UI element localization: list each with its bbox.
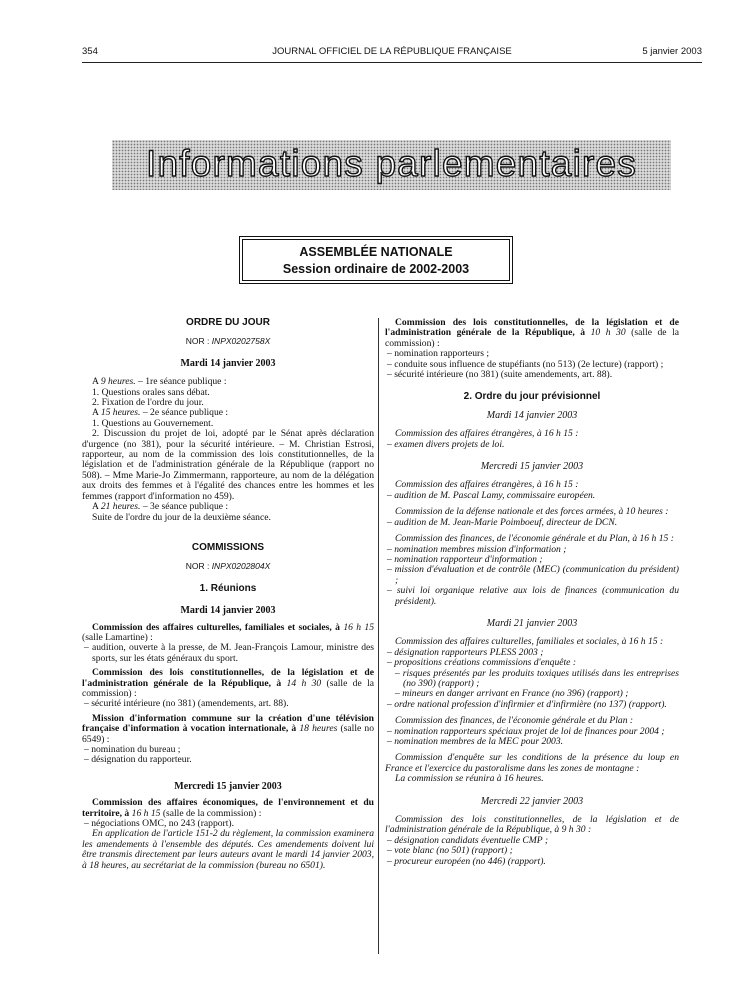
prev-item: – audition de M. Jean-Marie Poimboeuf, directeur de DCN. xyxy=(387,516,618,528)
seance-3-item: Suite de l'ordre du jour de la deuxième séance. xyxy=(92,511,271,523)
prev-date-1: Mardi 14 janvier 2003 xyxy=(486,409,578,421)
prev-subitem: – mineurs en danger arrivant en France (no 396) (rapport) ; xyxy=(395,688,629,700)
prev-date-2: Mercredi 15 janvier 2003 xyxy=(480,461,584,473)
reunion-1: Commission des affaires culturelles, familiales et sociales, à 16 h 15 (salle Lamartine) : xyxy=(82,621,374,643)
prev-item: – mission d'évaluation et de contrôle (MEC) (communication du président) ; xyxy=(387,564,679,586)
seance-1-item: 1. Questions orales sans débat. xyxy=(92,386,210,398)
reunion-item: – négociations OMC, no 243 (rapport). xyxy=(84,818,235,830)
prev-item: – propositions créations commissions d'enquête : xyxy=(387,657,577,669)
reunion-item: – nomination du bureau ; xyxy=(84,744,181,755)
prev-item: – nomination membres mission d'information ; xyxy=(387,543,567,555)
assembly-box xyxy=(239,236,513,284)
journal-title: JOURNAL OFFICIEL DE LA RÉPUBLIQUE FRANÇAISE xyxy=(272,46,512,57)
reunions-title: 1. Réunions xyxy=(199,582,257,594)
reunion-4: Commission des affaires économiques, de l'environnement et du territoire, à 16 h 15 (salle de la commission) : xyxy=(82,797,374,819)
right-column xyxy=(385,318,679,867)
assembly-title: ASSEMBLÉE NATIONALE xyxy=(299,245,453,259)
prev-item: – procureur européen (no 446) (rapport). xyxy=(387,855,546,867)
reunions-date-1: Mardi 14 janvier 2003 xyxy=(180,605,276,617)
prev-item: – ordre national profession d'infirmier et d'infirmière (no 137) (rapport). xyxy=(387,698,667,710)
prev-head: Commission d'enquête sur les conditions de la présence du loup en France et l'exercice du pastoralisme dans les zones de montagne : xyxy=(385,752,679,774)
reunion-item: – sécurité intérieure (no 381) (amendements, art. 88). xyxy=(84,698,289,710)
reunion-item: – sécurité intérieure (no 381) (suite amendements, art. 88). xyxy=(387,369,613,381)
page-number: 354 xyxy=(82,46,98,57)
commissions-title: COMMISSIONS xyxy=(191,541,265,553)
prev-item: – désignation candidats éventuelle CMP ; xyxy=(387,834,549,846)
prev-head: Commission des finances, de l'économie générale et du Plan, à 16 h 15 : xyxy=(395,533,674,545)
reunion-3: Mission d'information commune sur la création d'une télévision française d'information à vocation internationale, à 18 heures (salle no 6549) : xyxy=(82,712,374,745)
prev-item: – désignation rapporteurs PLESS 2003 ; xyxy=(387,646,544,658)
prev-head: Commission des affaires culturelles, familiales et sociales, à 16 h 15 : xyxy=(395,636,664,648)
seance-2: A 15 heures. – 2e séance publique : xyxy=(92,407,229,419)
issue-date: 5 janvier 2003 xyxy=(642,46,702,57)
commissions-nor: NOR : INPX0202804X xyxy=(185,561,271,572)
left-column xyxy=(82,318,374,871)
prev-head: Commission des finances, de l'économie générale et du Plan : xyxy=(395,715,634,727)
previsionnel-title: 2. Ordre du jour prévisionnel xyxy=(463,391,601,403)
session-title: Session ordinaire de 2002-2003 xyxy=(282,262,470,276)
reunion-5: Commission des lois constitutionnelles, de la législation et de l'administration générale de la République, à 10 h 30 (salle de la commission) : xyxy=(385,317,679,349)
prev-head: Commission de la défense nationale et des forces armées, à 10 heures : xyxy=(395,506,669,518)
prev-item: – nomination rapporteur d'information ; xyxy=(387,553,543,565)
prev-item: La commission se réunira à 16 heures. xyxy=(395,773,544,785)
reunion-item: – désignation du rapporteur. xyxy=(84,754,192,766)
column-divider xyxy=(378,318,379,954)
header-rule xyxy=(82,62,702,63)
ordre-nor: NOR : INPX0202758X xyxy=(185,336,271,347)
page-header xyxy=(82,46,702,62)
prev-date-4: Mercredi 22 janvier 2003 xyxy=(480,795,584,807)
prev-item: – nomination membres de la MEC pour 2003. xyxy=(387,736,564,747)
prev-item: – nomination rapporteurs spéciaux projet de loi de finances pour 2004 ; xyxy=(387,725,665,737)
seance-2-item: 1. Questions au Gouvernement. xyxy=(92,417,214,429)
reunion-note: En application de l'article 151-2 du règlement, la commission examinera les amendements à l'ensemble des députés. Ces amendements doivent lui être transmis directement par leurs auteurs avant le mardi 14 janvier 2003, à 18 heures, au secrétariat de la commission (bureau no 6501). xyxy=(82,828,374,871)
section-banner xyxy=(112,140,671,190)
prev-item: – suivi loi organique relative aux lois de finances (communication du président). xyxy=(387,585,679,607)
prev-item: – examen divers projets de loi. xyxy=(387,438,505,450)
reunion-2: Commission des lois constitutionnelles, de la législation et de l'administration générale de la République, à 14 h 30 (salle de la commission) : xyxy=(82,667,374,699)
seance-2-item: 2. Discussion du projet de loi, adopté par le Sénat après déclaration d'urgence (no 381), pour la sécurité intérieure. – M. Christian Estrosi, rapporteur, au nom de la commission des lois constitutionnelles, de la législation et de l'administration générale de la République (rapport no 508). – Mme Marie-Jo Zimmermann, rapporteure, au nom de la délégation aux droits des femmes et à l'égalité des chances entre les hommes et les femmes (rapport d'information no 459). xyxy=(82,428,374,502)
reunion-item: – nomination rapporteurs ; xyxy=(387,348,490,360)
prev-head: Commission des affaires étrangères, à 16 h 15 : xyxy=(395,479,579,491)
prev-head: Commission des affaires étrangères, à 16 h 15 : xyxy=(395,428,579,440)
reunion-item: – audition, ouverte à la presse, de M. Jean-François Lamour, ministre des sports, sur les états généraux du sport. xyxy=(84,642,374,664)
reunions-date-2: Mercredi 15 janvier 2003 xyxy=(174,780,282,792)
ordre-date: Mardi 14 janvier 2003 xyxy=(180,357,276,369)
seance-1: A 9 heures. – 1re séance publique : xyxy=(92,376,227,388)
prev-subitem: – risques présentés par les produits toxiques utilisés dans les entreprises (no 390) (rapport) ; xyxy=(395,667,679,689)
prev-item: – vote blanc (no 501) (rapport) ; xyxy=(387,845,513,857)
banner-title: Informations parlementaires xyxy=(146,143,637,184)
seance-3: A 21 heures. – 3e séance publique : xyxy=(92,501,229,513)
prev-date-3: Mardi 21 janvier 2003 xyxy=(486,617,578,629)
seance-1-item: 2. Fixation de l'ordre du jour. xyxy=(92,397,204,409)
reunion-item: – conduite sous influence de stupéfiants (no 513) (2e lecture) (rapport) ; xyxy=(387,358,664,370)
prev-head: Commission des lois constitutionnelles, de la législation et de l'administration générale de la République, à 9 h 30 : xyxy=(385,814,679,836)
ordre-title: ORDRE DU JOUR xyxy=(186,317,270,328)
prev-item: – audition de M. Pascal Lamy, commissaire européen. xyxy=(387,489,596,501)
